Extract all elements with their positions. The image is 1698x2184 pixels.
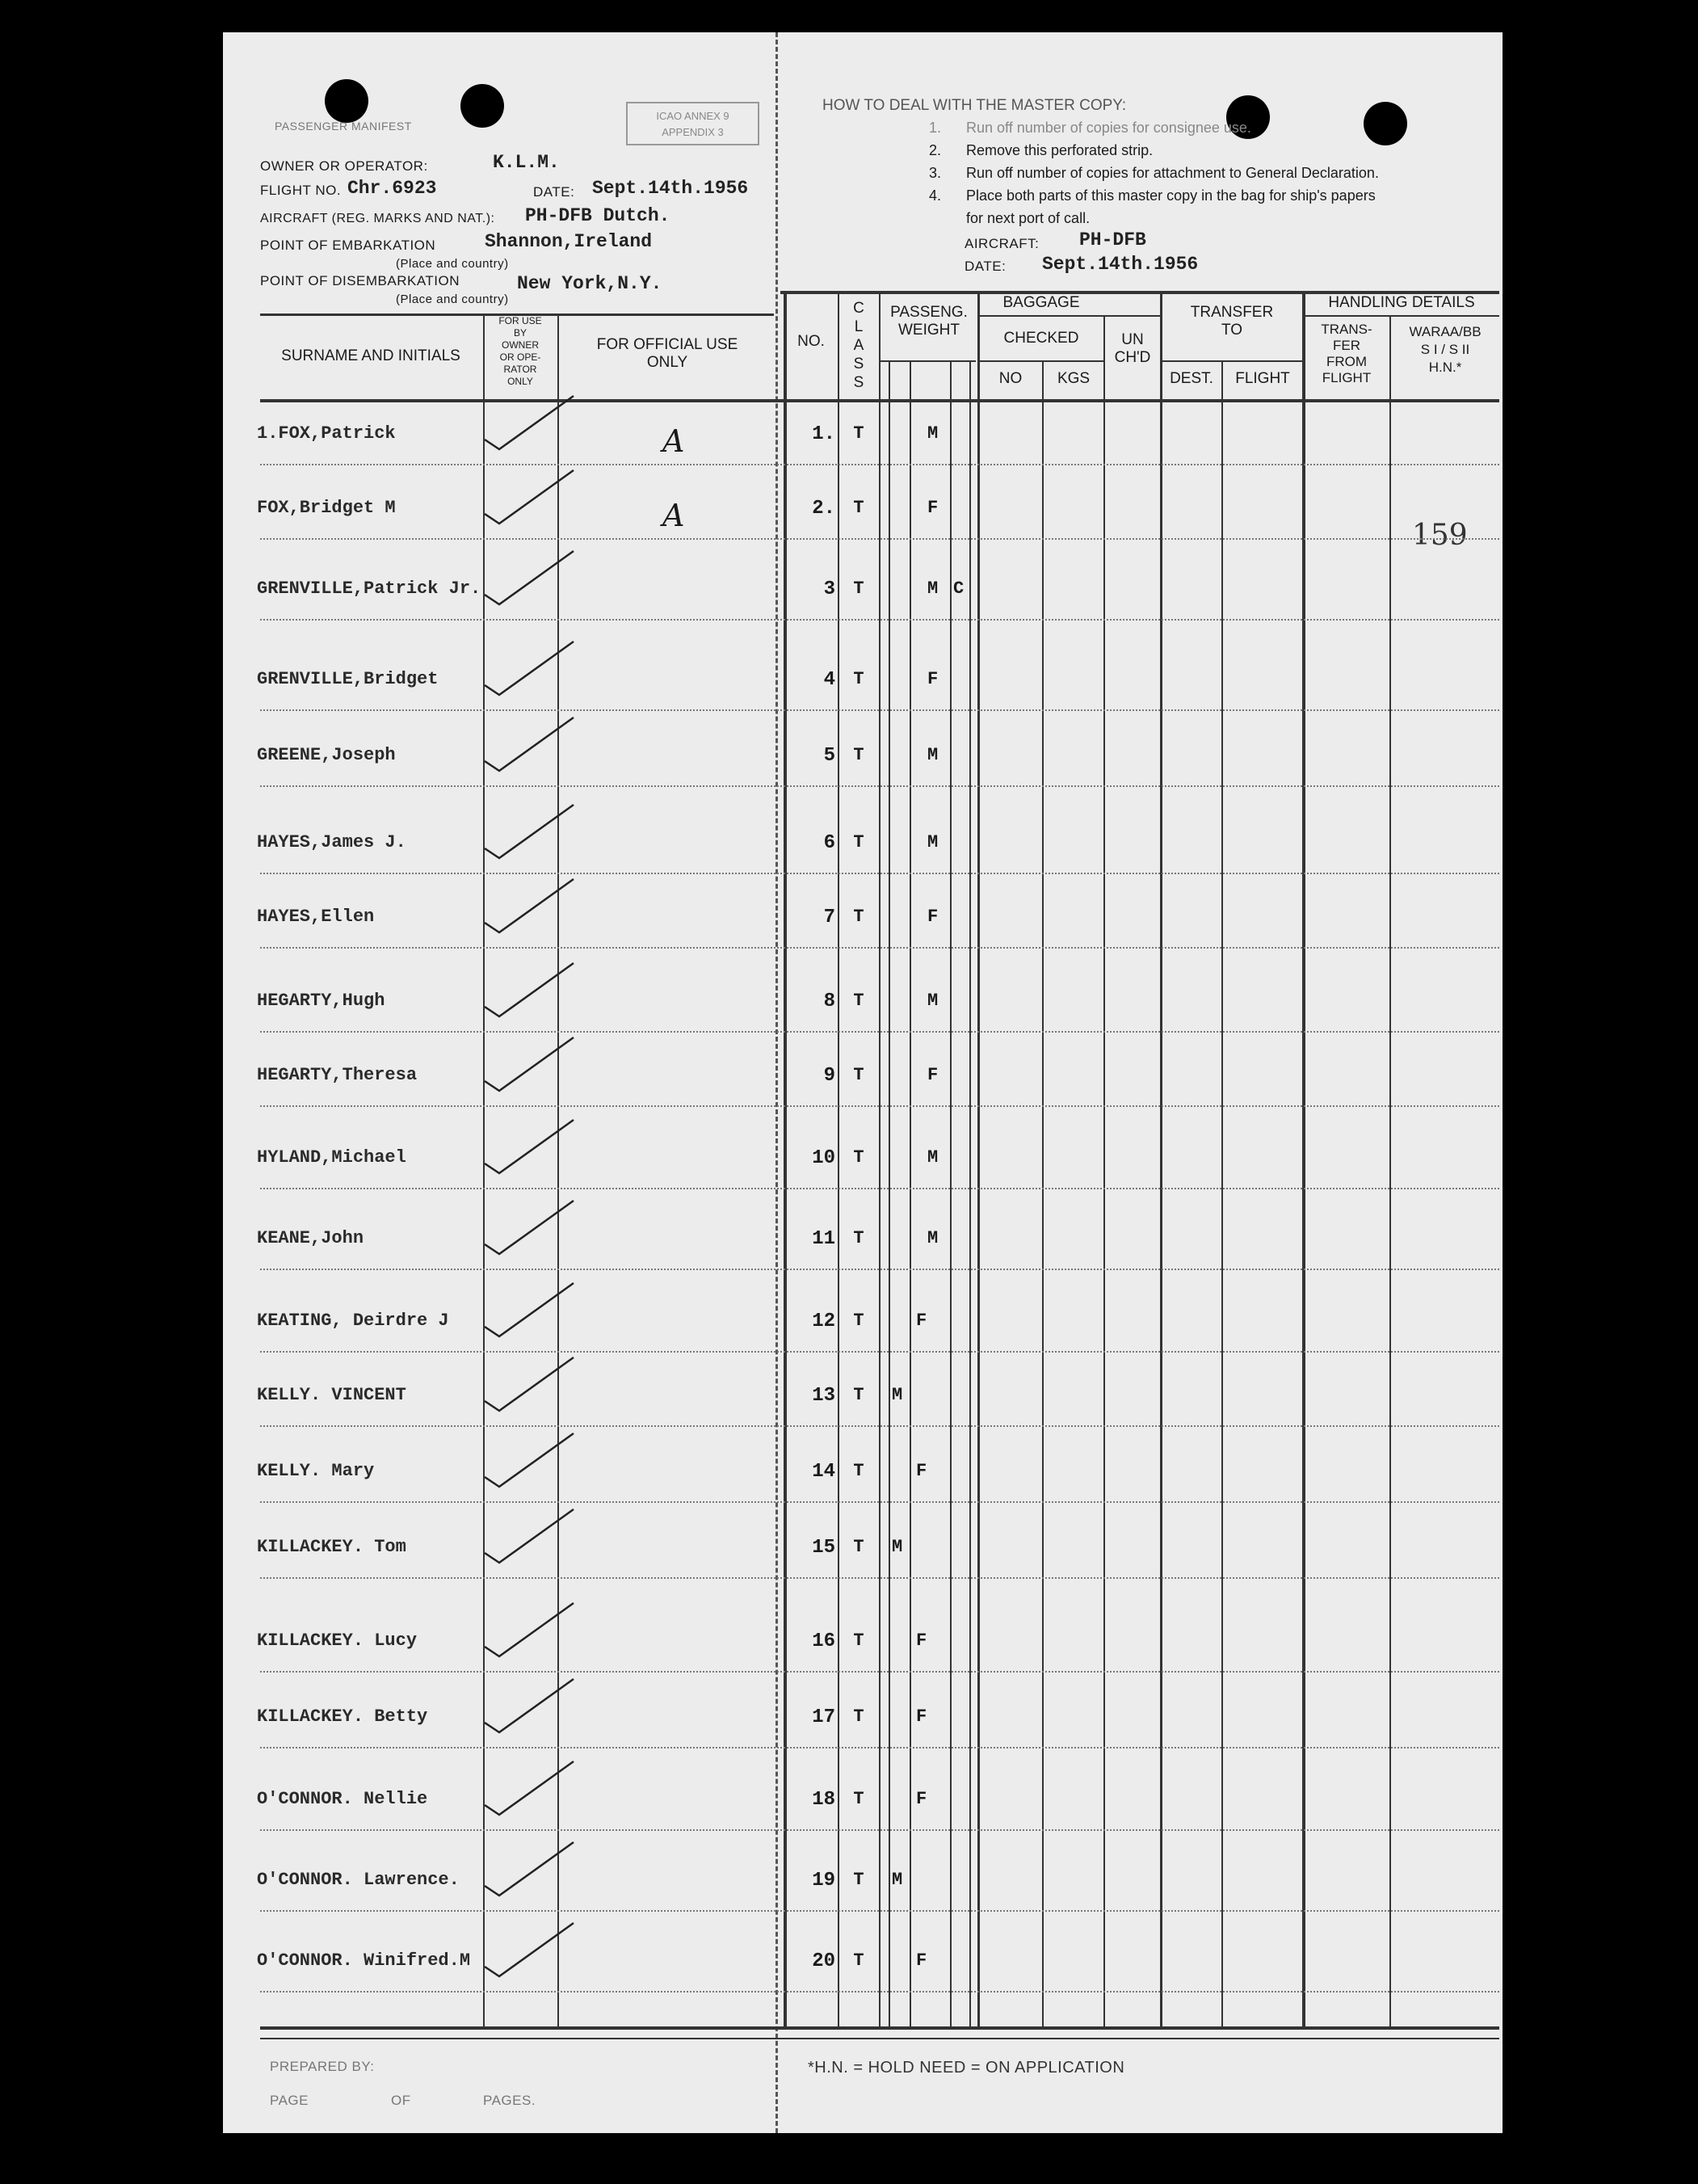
- instruction-num: 3.: [929, 165, 942, 181]
- col-kgs: KGS: [1057, 370, 1091, 387]
- passenger-class: T: [853, 1311, 864, 1331]
- col-weight: [881, 304, 977, 339]
- passenger-no: 8: [823, 991, 835, 1012]
- passenger-sex: F: [916, 1461, 927, 1481]
- place-country-note: (Place and country): [396, 257, 509, 271]
- check-mark-icon: [469, 874, 582, 939]
- instruction-text: Run off number of copies for attachment to General Declaration.: [966, 165, 1379, 181]
- passenger-class: T: [853, 1461, 864, 1481]
- passenger-no: 13: [812, 1385, 835, 1407]
- col-owner-use: [485, 315, 556, 388]
- passenger-no: 12: [812, 1311, 835, 1332]
- passenger-class: T: [853, 1950, 864, 1971]
- col-surname: SURNAME AND INITIALS: [281, 347, 460, 364]
- check-mark-icon: [469, 1278, 582, 1343]
- perforation-line: [775, 32, 778, 2133]
- passenger-no: 15: [812, 1537, 835, 1559]
- check-mark-icon: [469, 1598, 582, 1663]
- col-bag-no: NO: [998, 370, 1023, 387]
- passenger-name: O'CONNOR. Nellie: [257, 1789, 428, 1809]
- row-separator: [260, 1671, 1499, 1673]
- instruction-text: for next port of call.: [966, 210, 1091, 226]
- passenger-name: FOX,Bridget M: [257, 498, 396, 518]
- check-mark-icon: [469, 1918, 582, 1983]
- passenger-class: T: [853, 579, 864, 599]
- passenger-class: T: [853, 1789, 864, 1809]
- passenger-no: 17: [812, 1706, 835, 1728]
- passenger-name: 1.FOX,Patrick: [257, 423, 396, 444]
- instructions-title: HOW TO DEAL WITH THE MASTER COPY:: [822, 97, 1127, 114]
- passenger-class: T: [853, 907, 864, 927]
- passenger-sex: M: [892, 1870, 903, 1890]
- passenger-name: HAYES,James J.: [257, 832, 406, 852]
- col-class-letter: L: [854, 318, 864, 335]
- col-unchecked-line: UN: [1121, 331, 1144, 348]
- check-mark-icon: [469, 1674, 582, 1739]
- passenger-class: T: [853, 745, 864, 765]
- col-war: [1391, 323, 1499, 377]
- col-line: [1103, 315, 1105, 2026]
- col-official-line: FOR OFFICIAL USE: [596, 336, 738, 353]
- passenger-sex: M: [927, 423, 939, 444]
- check-mark-icon: [469, 713, 582, 777]
- check-mark-icon: [469, 391, 582, 456]
- pages-label: PAGES.: [483, 2093, 536, 2108]
- col-line: [889, 360, 890, 2026]
- row-separator: [260, 1188, 1499, 1189]
- check-mark-icon: [469, 1837, 582, 1902]
- check-mark-icon: [469, 1429, 582, 1493]
- col-transfer-from-line: FER: [1333, 338, 1360, 353]
- passenger-sex: F: [916, 1706, 927, 1727]
- col-no: NO.: [797, 333, 825, 350]
- passenger-sex: M: [927, 745, 939, 765]
- passenger-sex: F: [927, 498, 939, 518]
- passenger-name: O'CONNOR. Lawrence.: [257, 1870, 460, 1890]
- punch-hole-icon: [325, 79, 368, 123]
- row-separator: [260, 538, 1499, 540]
- embarkation-label: POINT OF EMBARKATION: [260, 238, 436, 253]
- col-unchecked-line: CH'D: [1114, 349, 1151, 366]
- col-owner-use-line: RATOR: [503, 364, 537, 375]
- passenger-class: T: [853, 423, 864, 444]
- passenger-no: 10: [812, 1147, 835, 1169]
- passenger-no: 14: [812, 1461, 835, 1483]
- passenger-class: T: [853, 498, 864, 518]
- col-transfer-from: [1304, 322, 1389, 386]
- passenger-name: HEGARTY,Hugh: [257, 991, 385, 1011]
- col-transfer-from-line: FLIGHT: [1322, 370, 1372, 385]
- passenger-no: 2.: [812, 498, 835, 520]
- col-class-letter: S: [853, 356, 864, 372]
- row-separator: [260, 1031, 1499, 1033]
- check-mark-icon: [469, 800, 582, 865]
- owner-label: OWNER OR OPERATOR:: [260, 158, 428, 174]
- col-owner-use-line: OWNER: [502, 339, 539, 351]
- official-mark: A: [662, 423, 685, 459]
- passenger-child-flag: C: [953, 579, 965, 599]
- passenger-class: T: [853, 1631, 864, 1651]
- stamp-line: APPENDIX 3: [662, 126, 724, 138]
- passenger-name: GRENVILLE,Patrick Jr.: [257, 579, 481, 599]
- col-line: [838, 292, 839, 2026]
- row-separator: [260, 709, 1499, 711]
- row-separator: [260, 947, 1499, 949]
- instruction-text: Place both parts of this master copy in the bag for ship's papers: [966, 187, 1376, 204]
- col-line: [969, 360, 971, 2026]
- col-unchecked: [1105, 331, 1160, 367]
- col-class-letter: A: [853, 337, 864, 354]
- passenger-sex: M: [927, 991, 939, 1011]
- col-weight-line: PASSENG.: [890, 304, 968, 321]
- row-separator: [260, 1577, 1499, 1579]
- passenger-sex: F: [916, 1311, 927, 1331]
- passenger-name: KILLACKEY. Betty: [257, 1706, 428, 1727]
- passenger-sex: M: [927, 1228, 939, 1248]
- embarkation-value: Shannon,Ireland: [485, 231, 653, 252]
- row-separator: [260, 1991, 1499, 1993]
- instruction-num: 1.: [929, 120, 942, 136]
- table-bottom-rule: [260, 2026, 1499, 2030]
- flight-label: FLIGHT NO.: [260, 183, 342, 198]
- passenger-name: KELLY. VINCENT: [257, 1385, 406, 1405]
- passenger-sex: M: [892, 1385, 903, 1405]
- passenger-no: 20: [812, 1950, 835, 1972]
- passenger-name: KEANE,John: [257, 1228, 364, 1248]
- row-separator: [260, 1351, 1499, 1353]
- passenger-no: 7: [823, 907, 835, 928]
- row-separator: [260, 1501, 1499, 1503]
- passenger-name: HAYES,Ellen: [257, 907, 375, 927]
- passenger-class: T: [853, 669, 864, 689]
- passenger-no: 5: [823, 745, 835, 767]
- col-line: [950, 360, 952, 2026]
- passenger-class: T: [853, 1065, 864, 1085]
- instr-date-value: Sept.14th.1956: [1042, 254, 1199, 275]
- row-separator: [260, 1269, 1499, 1270]
- passenger-no: 3: [823, 579, 835, 600]
- passenger-class: T: [853, 1228, 864, 1248]
- date-label: DATE:: [533, 184, 575, 200]
- disembarkation-label: POINT OF DISEMBARKATION: [260, 273, 460, 288]
- row-separator: [260, 873, 1499, 874]
- passenger-name: KELLY. Mary: [257, 1461, 375, 1481]
- passenger-no: 11: [812, 1228, 835, 1250]
- passenger-no: 16: [812, 1631, 835, 1652]
- check-mark-icon: [469, 1196, 582, 1260]
- col-transfer: [1162, 304, 1302, 339]
- subheader-rule: [977, 360, 1103, 362]
- passenger-sex: M: [927, 832, 939, 852]
- col-transfer-line: TRANSFER: [1190, 304, 1274, 321]
- passenger-no: 19: [812, 1870, 835, 1892]
- passenger-no: 1.: [812, 423, 835, 445]
- instr-aircraft-label: AIRCRAFT:: [965, 236, 1040, 251]
- official-mark: A: [662, 498, 685, 533]
- passenger-class: T: [853, 1706, 864, 1727]
- passenger-sex: F: [916, 1789, 927, 1809]
- page-label: PAGE: [270, 2093, 309, 2108]
- passenger-name: HEGARTY,Theresa: [257, 1065, 418, 1085]
- instr-aircraft-value: PH-DFB: [1079, 229, 1146, 250]
- of-label: OF: [391, 2093, 411, 2108]
- flight-value: Chr.6923: [347, 178, 437, 199]
- check-mark-icon: [469, 637, 582, 701]
- passenger-name: GREENE,Joseph: [257, 745, 396, 765]
- check-mark-icon: [469, 465, 582, 530]
- row-separator: [260, 785, 1499, 787]
- passenger-no: 9: [823, 1065, 835, 1087]
- form-title: PASSENGER MANIFEST: [275, 120, 412, 133]
- col-war-line: S I / S II: [1420, 342, 1470, 357]
- col-line: [1221, 360, 1223, 2026]
- row-separator: [260, 1105, 1499, 1107]
- col-war-line: WARAA/BB: [1409, 324, 1482, 339]
- subheader-rule: [1302, 315, 1499, 317]
- passenger-sex: F: [927, 1065, 939, 1085]
- punch-hole-icon: [460, 84, 504, 128]
- col-transfer-line: TO: [1221, 322, 1243, 339]
- instruction-num: 4.: [929, 187, 942, 204]
- passenger-name: KEATING, Deirdre J: [257, 1311, 449, 1331]
- col-class-letter: S: [853, 374, 864, 391]
- passenger-sex: F: [916, 1631, 927, 1651]
- col-checked: CHECKED: [1003, 330, 1079, 347]
- row-separator: [260, 464, 1499, 465]
- hold-need-note: *H.N. = HOLD NEED = ON APPLICATION: [808, 2059, 1125, 2077]
- subheader-rule: [879, 360, 976, 362]
- check-mark-icon: [469, 958, 582, 1023]
- handwritten-page-number: 159: [1412, 519, 1468, 552]
- col-line: [910, 360, 911, 2026]
- passenger-name: O'CONNOR. Winifred.M: [257, 1950, 471, 1971]
- col-line: [879, 292, 881, 2026]
- instruction-num: 2.: [929, 142, 942, 158]
- col-line: [977, 292, 980, 2026]
- passenger-no: 4: [823, 669, 835, 691]
- check-mark-icon: [469, 1353, 582, 1417]
- col-owner-use-line: BY: [513, 327, 527, 339]
- stamp-line: ICAO ANNEX 9: [656, 110, 729, 122]
- col-transfer-from-line: TRANS-: [1321, 322, 1372, 337]
- passenger-class: T: [853, 1385, 864, 1405]
- prepared-by-label: PREPARED BY:: [270, 2059, 375, 2074]
- row-separator: [260, 1829, 1499, 1831]
- col-weight-line: WEIGHT: [898, 322, 960, 339]
- col-line: [1389, 315, 1391, 2026]
- col-war-line: H.N.*: [1428, 360, 1462, 375]
- passenger-class: T: [853, 991, 864, 1011]
- aircraft-label: AIRCRAFT (REG. MARKS AND NAT.):: [260, 212, 495, 225]
- passenger-class: T: [853, 1537, 864, 1557]
- col-line: [1302, 292, 1305, 2026]
- instruction-text: Remove this perforated strip.: [966, 142, 1154, 158]
- passenger-name: KILLACKEY. Tom: [257, 1537, 406, 1557]
- col-line: [1042, 360, 1044, 2026]
- passenger-sex: F: [927, 669, 939, 689]
- row-separator: [260, 1747, 1499, 1748]
- instruction-text: Run off number of copies for consignee use.: [966, 120, 1251, 136]
- col-class: [838, 299, 879, 392]
- check-mark-icon: [469, 1757, 582, 1821]
- col-owner-use-line: OR OPE-: [499, 351, 541, 363]
- row-separator: [260, 1425, 1499, 1427]
- passenger-sex: M: [892, 1537, 903, 1557]
- table-bottom-rule-2: [260, 2038, 1499, 2039]
- passenger-name: KILLACKEY. Lucy: [257, 1631, 418, 1651]
- col-owner-use-line: ONLY: [507, 376, 533, 387]
- row-separator: [260, 619, 1499, 621]
- check-mark-icon: [469, 1115, 582, 1180]
- icao-stamp: [626, 102, 759, 145]
- instr-date-label: DATE:: [965, 259, 1007, 274]
- subheader-rule: [977, 315, 1160, 317]
- col-official-use: [559, 336, 775, 372]
- col-handling: HANDLING DETAILS: [1328, 294, 1475, 311]
- aircraft-value: PH-DFB Dutch.: [525, 205, 670, 226]
- col-flight: FLIGHT: [1235, 370, 1290, 387]
- col-line: [1160, 292, 1162, 2026]
- passenger-sex: F: [927, 907, 939, 927]
- col-baggage: BAGGAGE: [1002, 294, 1080, 311]
- check-mark-icon: [469, 546, 582, 611]
- place-country-note: (Place and country): [396, 292, 509, 306]
- passenger-name: HYLAND,Michael: [257, 1147, 406, 1168]
- check-mark-icon: [469, 1504, 582, 1569]
- row-separator: [260, 1910, 1499, 1912]
- disembarkation-value: New York,N.Y.: [517, 273, 662, 294]
- owner-value: K.L.M.: [493, 152, 560, 173]
- col-official-line: ONLY: [646, 354, 688, 371]
- passenger-sex: M: [927, 1147, 939, 1168]
- passenger-class: T: [853, 1870, 864, 1890]
- passenger-class: T: [853, 832, 864, 852]
- passenger-class: T: [853, 1147, 864, 1168]
- col-dest: DEST.: [1170, 370, 1213, 387]
- passenger-sex: F: [916, 1950, 927, 1971]
- passenger-sex: M: [927, 579, 939, 599]
- passenger-no: 18: [812, 1789, 835, 1811]
- punch-hole-icon: [1364, 102, 1407, 145]
- check-mark-icon: [469, 1033, 582, 1097]
- passenger-name: GRENVILLE,Bridget: [257, 669, 439, 689]
- passenger-no: 6: [823, 832, 835, 854]
- col-transfer-from-line: FROM: [1326, 354, 1368, 369]
- subheader-rule: [1160, 360, 1302, 362]
- date-value: Sept.14th.1956: [592, 178, 749, 199]
- col-owner-use-line: FOR USE: [498, 315, 542, 326]
- col-class-letter: C: [853, 300, 864, 317]
